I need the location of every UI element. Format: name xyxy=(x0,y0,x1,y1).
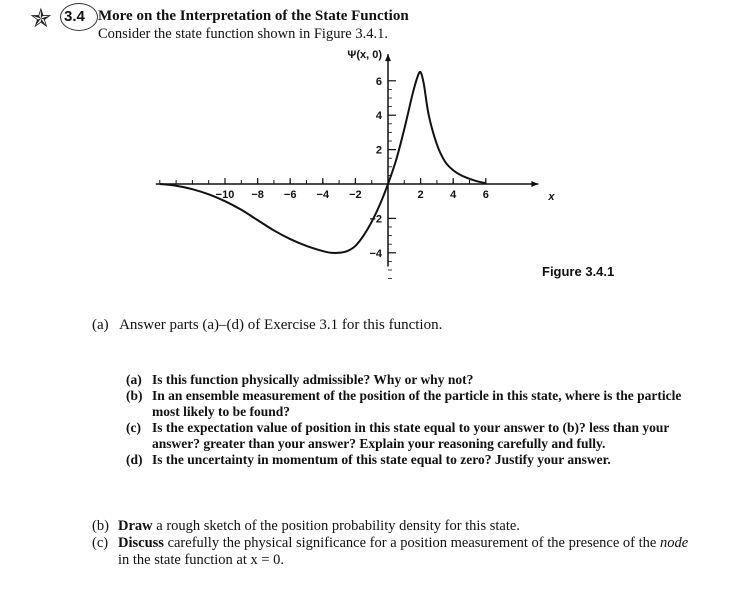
x-tick-label: −10 xyxy=(215,189,235,201)
sub-question-label: (a) xyxy=(126,372,142,387)
x-tick-label: 4 xyxy=(450,189,457,201)
state-function-plot xyxy=(0,0,740,300)
problem-intro: Consider the state function shown in Figure 3.4.1. xyxy=(98,26,388,42)
part-c-text-after: in the state function at x = 0. xyxy=(118,552,285,568)
y-tick-label: 6 xyxy=(375,75,382,88)
part-c xyxy=(92,535,692,569)
x-tick-label: −2 xyxy=(349,189,362,201)
part-c-label: (c) xyxy=(92,535,109,551)
plot-ticks xyxy=(160,76,489,279)
x-tick-label: −6 xyxy=(283,189,297,201)
y-tick-label: 2 xyxy=(375,144,382,157)
y-axis-label: Ψ(x, 0) xyxy=(347,49,382,62)
psi-curve xyxy=(160,72,486,253)
x-axis-arrow xyxy=(531,181,538,187)
y-axis-arrow xyxy=(385,54,391,61)
problem-title: More on the Interpretation of the State Function xyxy=(98,8,409,24)
sub-question-text: Is the expectation value of position in this state equal to your answer to (b)? less than your answer? greater than your answer? Explain your reasoning carefully and fully. xyxy=(152,420,670,451)
part-c-verb: Discuss xyxy=(118,535,164,551)
part-b-label: (b) xyxy=(92,518,109,534)
sub-question-text: In an ensemble measurement of the position of the particle in this state, where is the particle most likely to be found? xyxy=(152,388,682,419)
x-tick-label: 6 xyxy=(482,189,489,201)
sub-question-text: Is this function physically admissible? Why or why not? xyxy=(152,372,474,387)
sub-question-label: (d) xyxy=(126,452,143,467)
part-c-node-word: node xyxy=(659,535,689,551)
x-tick-label: −8 xyxy=(251,189,264,201)
part-a-label: (a) xyxy=(92,317,109,333)
part-b xyxy=(92,518,692,535)
parts-b-c xyxy=(92,518,692,569)
y-tick-label: −4 xyxy=(369,247,382,260)
sub-question xyxy=(126,388,686,420)
part-a-text: Answer parts (a)–(d) of Exercise 3.1 for this function. xyxy=(119,317,443,333)
y-tick-label: −2 xyxy=(369,213,382,226)
exercise-sub-questions xyxy=(126,372,686,468)
part-a xyxy=(92,317,442,334)
problem-number: 3.4 xyxy=(64,8,85,25)
star-icon: ✯ xyxy=(30,4,52,34)
x-tick-label: 2 xyxy=(417,189,424,201)
sub-question xyxy=(126,452,686,468)
x-axis-label: x xyxy=(548,191,555,203)
y-tick-label: 4 xyxy=(375,110,382,123)
part-c-text-before: carefully the physical significance for a position measurement of the presence of the xyxy=(163,535,660,551)
plot-axes xyxy=(156,54,539,266)
x-tick-label: −4 xyxy=(316,189,330,201)
sub-question-label: (c) xyxy=(126,420,141,435)
sub-question xyxy=(126,420,686,452)
part-b-verb: Draw xyxy=(118,518,153,534)
sub-question xyxy=(126,372,686,388)
figure-caption: Figure 3.4.1 xyxy=(542,264,615,279)
sub-question-label: (b) xyxy=(126,388,143,403)
part-b-text: a rough sketch of the position probability density for this state. xyxy=(152,518,520,534)
sub-question-text: Is the uncertainty in momentum of this state equal to zero? Justify your answer. xyxy=(152,452,611,467)
